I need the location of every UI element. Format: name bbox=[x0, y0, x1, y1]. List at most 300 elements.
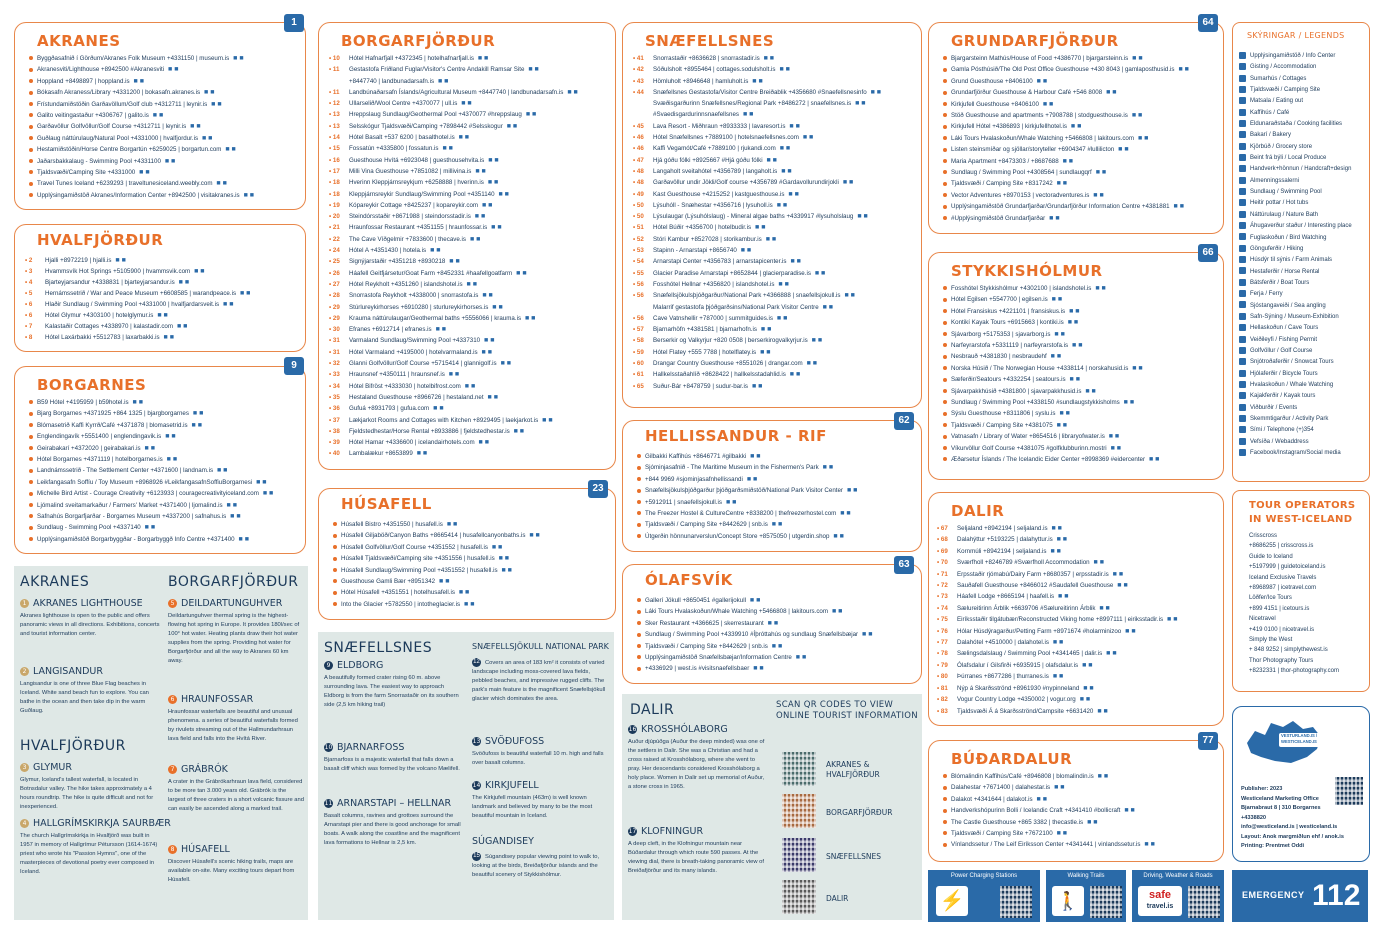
grundarfjordur-item[interactable] bbox=[943, 110, 1217, 121]
hellissandur-item-text: Útgerðin hönnunarverslun/Concept Store +8575050 | utgerdin.shop bbox=[645, 532, 830, 540]
item-number: • 38 bbox=[329, 427, 340, 435]
dalir-item-text: Hólar Húsdýragarður/Petting Farm +8971674 #holarminizoo bbox=[957, 627, 1122, 635]
olafsvik-panel bbox=[622, 564, 922, 684]
info-a1-text-title: AKRANES LIGHTHOUSE bbox=[33, 598, 143, 609]
legend-symbol-icon bbox=[1239, 301, 1246, 308]
grundarfjordur-item[interactable] bbox=[943, 99, 1217, 110]
olafsvik-item[interactable] bbox=[637, 606, 915, 617]
stykkisholmur-item[interactable] bbox=[943, 420, 1217, 431]
borgarfjordur-item[interactable] bbox=[329, 234, 609, 245]
snaefellsnes-item[interactable] bbox=[633, 324, 915, 335]
borgarfjordur-item-text: Háafell Geitfjársetur/Goat Farm +8452331 #haafellgoatfarm bbox=[349, 269, 513, 277]
akranes-item-text: Galito veitingastaður +4306767 | galito.is bbox=[37, 112, 149, 120]
stykkisholmur-item[interactable] bbox=[943, 340, 1217, 351]
hellissandur-item[interactable] bbox=[637, 462, 915, 473]
dalir-item[interactable] bbox=[937, 637, 1217, 648]
akranes-item[interactable] bbox=[29, 99, 299, 110]
bullet-dot bbox=[943, 298, 947, 302]
borgarfjordur-item-text: +8447740 | landbunadarsafn.is bbox=[349, 77, 435, 85]
info-b14-text: The Kirkjufell mountain (463m) is well known landmark and believed by many to be the most beautiful mountain in Iceland. bbox=[472, 795, 593, 819]
item-number: • 4 bbox=[25, 279, 33, 286]
item-number: • 75 bbox=[937, 616, 948, 624]
tour-operator-line[interactable]: + 848 9252 | simplythewest.is bbox=[1249, 647, 1328, 654]
borgarfjordur-item[interactable] bbox=[329, 222, 609, 233]
akranes-item[interactable] bbox=[29, 156, 299, 167]
olafsvik-item[interactable] bbox=[637, 618, 915, 629]
dalir-item[interactable] bbox=[937, 683, 1217, 694]
bullet-dot bbox=[29, 435, 33, 439]
snaefellsnes-item[interactable] bbox=[633, 200, 915, 211]
borgarfjordur-item[interactable] bbox=[329, 347, 609, 358]
grundarfjordur-item[interactable] bbox=[943, 64, 1217, 75]
info-hval-title: HVALFJÖRÐUR bbox=[20, 738, 126, 754]
snaefellsnes-item-text: #Svaedisgardurinnsnaefellsnes bbox=[653, 111, 739, 119]
service-icons: ■ ■ bbox=[523, 314, 536, 322]
budardalur-item[interactable] bbox=[943, 828, 1217, 839]
hellissandur-item[interactable] bbox=[637, 485, 915, 496]
info-b14-text-title: KIRKJUFELL bbox=[485, 780, 539, 791]
hvalfjordur-item[interactable] bbox=[25, 288, 299, 299]
borgarnes-item-text: Upplýsingamiðstöð Borgarbyggðar - Borgarbyggð Info Centre +4371400 bbox=[37, 535, 235, 543]
dalir-item[interactable] bbox=[937, 557, 1217, 568]
borgarfjordur-item[interactable] bbox=[329, 132, 609, 143]
qr-code-snaefellsnes[interactable] bbox=[782, 838, 816, 872]
husafell-item[interactable] bbox=[333, 519, 609, 530]
legend-item bbox=[1239, 414, 1352, 425]
husafell-item[interactable] bbox=[333, 565, 609, 576]
borgarfjordur-item[interactable] bbox=[329, 98, 609, 109]
tour-operator-line[interactable]: Iceland Exclusive Travels bbox=[1249, 574, 1317, 581]
dalir-item[interactable] bbox=[937, 591, 1217, 602]
snaefellsnes-item[interactable] bbox=[633, 358, 915, 369]
bullet-dot bbox=[943, 321, 947, 325]
service-icons: ■ ■ bbox=[456, 589, 470, 597]
publisher-panel bbox=[1232, 706, 1370, 862]
hvalfjordur-item[interactable] bbox=[25, 255, 299, 266]
dalir-item[interactable] bbox=[937, 694, 1217, 705]
hellissandur-item[interactable] bbox=[637, 519, 915, 530]
husafell-item[interactable] bbox=[333, 576, 609, 587]
tour-operator-line[interactable]: +5197999 | guidetoiceland.is bbox=[1249, 564, 1326, 571]
bullet-dot bbox=[333, 545, 337, 549]
stykkisholmur-item[interactable] bbox=[943, 363, 1217, 374]
husafell-item[interactable] bbox=[333, 530, 609, 541]
akranes-item[interactable] bbox=[29, 53, 299, 64]
snaefellsnes-item[interactable] bbox=[633, 98, 915, 109]
info-b14-title: 14 KIRKJUFELL bbox=[472, 780, 539, 791]
service-icons: ■ ■ bbox=[1056, 593, 1069, 601]
tour-operator-line[interactable]: +8686255 | crisscross.is bbox=[1249, 543, 1314, 550]
qr-code-akranes[interactable] bbox=[782, 752, 816, 786]
borgarfjordur-item[interactable] bbox=[329, 256, 609, 267]
akranes-item[interactable] bbox=[29, 76, 299, 87]
service-icons: ■ ■ bbox=[1065, 319, 1079, 327]
hvalfjordur-item[interactable] bbox=[25, 332, 299, 343]
hellissandur-item-text: +5912911 | snaefellsjokull.is bbox=[645, 498, 722, 506]
borgarfjordur-item[interactable] bbox=[329, 358, 609, 369]
grundarfjordur-item[interactable] bbox=[943, 53, 1217, 64]
akranes-item[interactable] bbox=[29, 190, 299, 201]
snaefellsnes-item[interactable] bbox=[633, 335, 915, 346]
stykkisholmur-item[interactable] bbox=[943, 374, 1217, 385]
snaefellsnes-item[interactable] bbox=[633, 279, 915, 290]
dalir-item[interactable] bbox=[937, 580, 1217, 591]
snaefellsnes-item[interactable] bbox=[633, 302, 915, 313]
borgarnes-item[interactable] bbox=[29, 511, 299, 522]
legend-item bbox=[1239, 312, 1352, 323]
akranes-item[interactable] bbox=[29, 121, 299, 132]
qr-code-borgarfjordur[interactable] bbox=[782, 794, 816, 828]
service-icons: ■ ■ bbox=[779, 167, 792, 175]
service-icons: ■ ■ bbox=[431, 405, 444, 413]
stykkisholmur-item[interactable] bbox=[943, 306, 1217, 317]
borgarfjordur-item[interactable] bbox=[329, 245, 609, 256]
budardalur-item[interactable] bbox=[943, 771, 1217, 782]
dalir-item[interactable] bbox=[937, 614, 1217, 625]
hellissandur-item[interactable] bbox=[637, 474, 915, 485]
hvalfjordur-item[interactable] bbox=[25, 266, 299, 277]
snaefellsnes-item[interactable] bbox=[633, 347, 915, 358]
budardalur-item[interactable] bbox=[943, 794, 1217, 805]
olafsvik-item[interactable] bbox=[637, 652, 915, 663]
dalir-item[interactable] bbox=[937, 603, 1217, 614]
snaefellsnes-item[interactable] bbox=[633, 155, 915, 166]
snaefellsnes-item[interactable] bbox=[633, 245, 915, 256]
husafell-item[interactable] bbox=[333, 542, 609, 553]
grundarfjordur-item[interactable] bbox=[943, 201, 1217, 212]
borgarfjordur-item[interactable] bbox=[329, 155, 609, 166]
borgarfjordur-item-text: Hótel Hafnarfjall +4372345 | hotelhafnarfjall.is bbox=[349, 55, 474, 62]
snaefellsnes-item[interactable] bbox=[633, 166, 915, 177]
olafsvik-item[interactable] bbox=[637, 595, 915, 606]
item-number: • 15 bbox=[329, 145, 340, 153]
olafsvik-item[interactable] bbox=[637, 641, 915, 652]
borgarfjordur-item[interactable] bbox=[329, 279, 609, 290]
borgarfjordur-item[interactable] bbox=[329, 189, 609, 200]
stykkisholmur-item[interactable] bbox=[943, 397, 1217, 408]
snaefellsnes-item-text: Bjarnarhöfn +4381581 | bjarnarhofn.is bbox=[653, 326, 757, 334]
borgarnes-item[interactable] bbox=[29, 408, 299, 419]
hvalfjordur-title: HVALFJÖRÐUR bbox=[37, 231, 164, 249]
dalir-item[interactable] bbox=[937, 660, 1217, 671]
tour-operator-line[interactable]: Guide to Iceland bbox=[1249, 553, 1293, 560]
hellissandur-item[interactable] bbox=[637, 508, 915, 519]
snaefellsnes-item[interactable] bbox=[633, 132, 915, 143]
grundarfjordur-item[interactable] bbox=[943, 167, 1217, 178]
grundarfjordur-item[interactable] bbox=[943, 213, 1217, 224]
tour-operator-line[interactable]: Thor Photography Tours bbox=[1249, 657, 1314, 664]
snaefellsnes-item[interactable] bbox=[633, 109, 915, 120]
snaefellsnes-item[interactable] bbox=[633, 53, 915, 64]
snaefellsnes-item-text: Hjá góðu fólki +8925667 #Hjá góðu fólki bbox=[653, 156, 763, 164]
husafell-item[interactable] bbox=[333, 553, 609, 564]
info-a8-text-title: HÚSAFELL bbox=[181, 844, 230, 855]
dalir-item-text: Þúrranes +8677286 | thurranes.is bbox=[957, 673, 1049, 681]
husafell-item-text: Húsafell Tjaldsvæði/Camping site +4351556 | husafell.is bbox=[341, 555, 495, 563]
snaefellsnes-item[interactable] bbox=[633, 369, 915, 380]
budardalur-item[interactable] bbox=[943, 817, 1217, 828]
borgarfjordur-item[interactable] bbox=[329, 177, 609, 188]
budardalur-item[interactable] bbox=[943, 782, 1217, 793]
grundarfjordur-item-text: Gamla Pósthúsið/The Old Post Office Guesthouse +430 8043 | gamlaposthusid.is bbox=[951, 66, 1175, 74]
snaefellsnes-item-text: Stóri Kambur +8527028 | storikambur.is bbox=[653, 235, 762, 243]
bullet-dot bbox=[29, 492, 33, 496]
power-charging-qr[interactable] bbox=[1000, 886, 1032, 918]
legend-item bbox=[1239, 210, 1352, 221]
grundarfjordur-item[interactable] bbox=[943, 87, 1217, 98]
legend-symbol-icon bbox=[1239, 336, 1246, 343]
borgarnes-item[interactable] bbox=[29, 431, 299, 442]
service-icons: ■ ■ bbox=[1068, 123, 1082, 131]
snaefellsnes-item[interactable] bbox=[633, 268, 915, 279]
service-icons: ■ ■ bbox=[161, 334, 174, 341]
service-icons: ■ ■ bbox=[490, 303, 503, 311]
grundarfjordur-item[interactable] bbox=[943, 144, 1217, 155]
legend-symbol-icon bbox=[1239, 120, 1246, 127]
borgarfjordur-item[interactable] bbox=[329, 392, 609, 403]
borgarfjordur-item[interactable] bbox=[329, 166, 609, 177]
grundarfjordur-item[interactable] bbox=[943, 133, 1217, 144]
dalir-item[interactable] bbox=[937, 626, 1217, 637]
borgarnes-item[interactable] bbox=[29, 477, 299, 488]
legend-item bbox=[1239, 357, 1352, 368]
qr-title: SCAN QR CODES TO VIEW ONLINE TOURIST INFORMATION bbox=[776, 700, 918, 721]
stykkisholmur-item[interactable] bbox=[943, 317, 1217, 328]
service-icons: ■ ■ bbox=[855, 213, 868, 221]
borgarfjordur-item[interactable] bbox=[329, 87, 609, 98]
snaefellsnes-item[interactable] bbox=[633, 222, 915, 233]
service-icons: ■ ■ bbox=[447, 258, 460, 266]
grundarfjordur-item[interactable] bbox=[943, 156, 1217, 167]
item-number: • 80 bbox=[937, 673, 948, 681]
bullet-dot bbox=[637, 534, 641, 538]
stykkisholmur-item[interactable] bbox=[943, 283, 1217, 294]
tour-operator-line[interactable]: Nicetravel bbox=[1249, 616, 1276, 623]
hvalfjordur-item-text: Hernámssetrið / War and Peace Museum +6608585 | warandpeace.is bbox=[45, 290, 237, 297]
item-number: • 58 bbox=[633, 337, 644, 345]
snaefellsnes-item[interactable] bbox=[633, 121, 915, 132]
hellissandur-item[interactable] bbox=[637, 531, 915, 542]
legend-item-text: Vefsíða / Webaddress bbox=[1250, 438, 1309, 445]
tour-operator-line[interactable]: Löðfer/Ice Tours bbox=[1249, 595, 1292, 602]
tour-operator-line[interactable]: +419 0100 | nicetravel.is bbox=[1249, 626, 1315, 633]
grundarfjordur-panel bbox=[928, 22, 1224, 234]
stykkisholmur-item[interactable] bbox=[943, 351, 1217, 362]
service-icons: ■ ■ bbox=[1085, 818, 1098, 826]
borgarfjordur-panel bbox=[318, 22, 616, 470]
item-number: • 18 bbox=[329, 190, 340, 198]
qr-code-dalir[interactable] bbox=[782, 880, 816, 914]
borgarfjordur-item[interactable] bbox=[329, 437, 609, 448]
dalir-item[interactable] bbox=[937, 706, 1217, 717]
borgarnes-item[interactable] bbox=[29, 397, 299, 408]
legend-symbol-icon bbox=[1239, 404, 1246, 411]
borgarfjordur-item[interactable] bbox=[329, 53, 609, 64]
hvalfjordur-item[interactable] bbox=[25, 277, 299, 288]
snaefellsnes-item[interactable] bbox=[633, 189, 915, 200]
borgarfjordur-item-text: Varmaland Sundlaug/Swimming Pool +4337310 bbox=[349, 337, 481, 345]
snaefellsnes-item[interactable] bbox=[633, 211, 915, 222]
akranes-item-text: Bókasafn Akraness/Library +4331200 | bokasafn.akranes.is bbox=[37, 89, 201, 97]
akranes-item[interactable] bbox=[29, 144, 299, 155]
grundarfjordur-item[interactable] bbox=[943, 76, 1217, 87]
dalir-item[interactable] bbox=[937, 648, 1217, 659]
borgarfjordur-item[interactable] bbox=[329, 302, 609, 313]
snaefellsnes-item[interactable] bbox=[633, 64, 915, 75]
stykkisholmur-item[interactable] bbox=[943, 454, 1217, 465]
snaefellsnes-item-text: Berserkir og Valkyrjur +820 0508 | berserkirogvalkyrjur.is bbox=[653, 337, 808, 345]
legend-item-text: Hellaskoðun / Cave Tours bbox=[1250, 325, 1319, 332]
service-icons: ■ ■ bbox=[1121, 399, 1135, 407]
service-icons: ■ ■ bbox=[1091, 191, 1104, 199]
bullet-dot bbox=[29, 193, 33, 197]
borgarfjordur-item[interactable] bbox=[329, 268, 609, 279]
hvalfjordur-item[interactable] bbox=[25, 310, 299, 321]
borgarnes-item[interactable] bbox=[29, 420, 299, 431]
borgarnes-item[interactable] bbox=[29, 522, 299, 533]
borgarnes-item[interactable] bbox=[29, 534, 299, 545]
akranes-item[interactable] bbox=[29, 167, 299, 178]
borgarfjordur-item[interactable] bbox=[329, 369, 609, 380]
borgarfjordur-item[interactable] bbox=[329, 335, 609, 346]
borgarnes-item-text: Bjarg Borgarnes +4371925 +864 1325 | bjargborgarnes bbox=[37, 410, 189, 418]
dalir-item[interactable] bbox=[937, 523, 1217, 534]
akranes-item[interactable] bbox=[29, 87, 299, 98]
driving-box[interactable] bbox=[1132, 870, 1224, 922]
akranes-item[interactable] bbox=[29, 110, 299, 121]
legend-item bbox=[1239, 437, 1352, 448]
borgarfjordur-item[interactable] bbox=[329, 415, 609, 426]
stykkisholmur-item[interactable] bbox=[943, 431, 1217, 442]
dalir-item[interactable] bbox=[937, 546, 1217, 557]
borgarnes-item[interactable] bbox=[29, 488, 299, 499]
borgarfjordur-list bbox=[329, 53, 609, 460]
borgarfjordur-item[interactable] bbox=[329, 426, 609, 437]
info-c16-text-title: KROSSHÓLABORG bbox=[641, 724, 728, 735]
borgarfjordur-item[interactable] bbox=[329, 381, 609, 392]
walking-trails-qr[interactable] bbox=[1090, 886, 1122, 918]
item-number: • 29 bbox=[329, 303, 340, 311]
budardalur-item[interactable] bbox=[943, 805, 1217, 816]
borgarnes-item[interactable] bbox=[29, 454, 299, 465]
tour-operator-line[interactable]: Crisscross bbox=[1249, 533, 1277, 539]
snaefellsnes-item[interactable] bbox=[633, 143, 915, 154]
stykkisholmur-item[interactable] bbox=[943, 386, 1217, 397]
borgarfjordur-item[interactable] bbox=[329, 211, 609, 222]
akranes-item[interactable] bbox=[29, 178, 299, 189]
tour-operator-line[interactable]: +899 4151 | icetours.is bbox=[1249, 605, 1310, 612]
dalir-item[interactable] bbox=[937, 671, 1217, 682]
hellissandur-list bbox=[637, 451, 915, 542]
stykkisholmur-item[interactable] bbox=[943, 294, 1217, 305]
legend-symbol-icon bbox=[1239, 449, 1246, 456]
item-number: • 40 bbox=[329, 450, 340, 458]
snaefellsnes-item[interactable] bbox=[633, 76, 915, 87]
snaefellsnes-list bbox=[633, 53, 915, 392]
stykkisholmur-item[interactable] bbox=[943, 443, 1217, 454]
service-icons: ■ ■ bbox=[1136, 134, 1149, 142]
borgarfjordur-item[interactable] bbox=[329, 64, 609, 75]
bullet-dot bbox=[29, 68, 33, 72]
walking-trails-box[interactable] bbox=[1046, 870, 1126, 922]
bullet-dot bbox=[943, 79, 947, 83]
borgarfjordur-item[interactable] bbox=[329, 200, 609, 211]
borgarfjordur-item[interactable] bbox=[329, 290, 609, 301]
tour-operator-line[interactable]: Simply the West bbox=[1249, 637, 1293, 644]
olafsvik-item[interactable] bbox=[637, 663, 915, 674]
snaefellsnes-item[interactable] bbox=[633, 177, 915, 188]
bullet-dot bbox=[943, 68, 947, 72]
stykkisholmur-item-text: Vatnasafn / Library of Water +8654516 | libraryofwater.is bbox=[951, 433, 1105, 441]
hellissandur-item-text: Sjóminjasafnið - The Maritime Museum in the Fishermen's Park bbox=[645, 464, 819, 472]
stykkisholmur-item[interactable] bbox=[943, 329, 1217, 340]
driving-qr[interactable] bbox=[1188, 886, 1220, 918]
legend-item-text: Hjólaferðir / Bicycle Tours bbox=[1250, 370, 1318, 377]
borgarfjordur-item[interactable] bbox=[329, 313, 609, 324]
budardalur-item[interactable] bbox=[943, 839, 1217, 850]
snaefellsnes-item[interactable] bbox=[633, 256, 915, 267]
dalir-item[interactable] bbox=[937, 534, 1217, 545]
hellissandur-item[interactable] bbox=[637, 497, 915, 508]
borgarnes-item-text: B59 Hótel +4195959 | b59hotel.is bbox=[37, 399, 129, 406]
borgarfjordur-item[interactable] bbox=[329, 109, 609, 120]
stykkisholmur-item[interactable] bbox=[943, 408, 1217, 419]
snaefellsnes-item[interactable] bbox=[633, 290, 915, 301]
hvalfjordur-item[interactable] bbox=[25, 321, 299, 332]
power-charging-box[interactable] bbox=[928, 870, 1040, 922]
borgarnes-item[interactable] bbox=[29, 443, 299, 454]
borgarfjordur-item[interactable] bbox=[329, 403, 609, 414]
borgarfjordur-item[interactable] bbox=[329, 121, 609, 132]
borgarfjordur-item[interactable] bbox=[329, 324, 609, 335]
grundarfjordur-item[interactable] bbox=[943, 178, 1217, 189]
tour-operator-line[interactable]: +8232331 | thor-photography.com bbox=[1249, 668, 1340, 675]
borgarnes-panel bbox=[14, 366, 306, 554]
info-b9-text-title: ELDBORG bbox=[337, 660, 384, 671]
service-icons: ■ ■ bbox=[223, 146, 236, 154]
service-icons: ■ ■ bbox=[1106, 433, 1120, 441]
dalir-item[interactable] bbox=[937, 569, 1217, 580]
olafsvik-item[interactable] bbox=[637, 629, 915, 640]
borgarfjordur-item[interactable] bbox=[329, 143, 609, 154]
borgarfjordur-item[interactable] bbox=[329, 76, 609, 87]
hvalfjordur-item-text: Hótel Laxárbakki +5512783 | laxarbakki.is bbox=[45, 334, 160, 341]
husafell-item[interactable] bbox=[333, 599, 609, 610]
tour-operator-line[interactable]: +8968987 | icetravel.com bbox=[1249, 585, 1317, 592]
borgarnes-item[interactable] bbox=[29, 500, 299, 511]
info-c16-text: Auður djúpúðga (Auður the deep minded) was one of the settlers in Dalir. She was a Christian and had a cross raised at Krosshólaborg, where she went to pray. Her descendants considered Krosshólaborg a holy place. Women in Dalir set up memorial of Auður, a stone cross in 1965. bbox=[628, 739, 765, 790]
service-icons: ■ ■ bbox=[1104, 89, 1117, 97]
service-icons: ■ ■ bbox=[1130, 55, 1143, 62]
service-icons: ■ ■ bbox=[456, 134, 470, 142]
hvalfjordur-panel bbox=[14, 224, 306, 352]
borgarfjordur-item[interactable] bbox=[329, 448, 609, 459]
akranes-item[interactable] bbox=[29, 133, 299, 144]
snaefellsnes-item[interactable] bbox=[633, 313, 915, 324]
hvalfjordur-item[interactable] bbox=[25, 299, 299, 310]
legend-item-text: Kjörbúð / Grocery store bbox=[1250, 143, 1313, 150]
husafell-item[interactable] bbox=[333, 587, 609, 598]
snaefellsnes-item[interactable] bbox=[633, 381, 915, 392]
dalir-item-text: Ólafsdalur í Gilsfirði +6935915 | olafsdalur.is bbox=[957, 661, 1079, 669]
hellissandur-item[interactable] bbox=[637, 451, 915, 462]
akranes-item[interactable] bbox=[29, 64, 299, 75]
grundarfjordur-item[interactable] bbox=[943, 121, 1217, 132]
borgarnes-item[interactable] bbox=[29, 465, 299, 476]
snaefellsnes-item[interactable] bbox=[633, 87, 915, 98]
grundarfjordur-item[interactable] bbox=[943, 190, 1217, 201]
snaefellsnes-item[interactable] bbox=[633, 234, 915, 245]
